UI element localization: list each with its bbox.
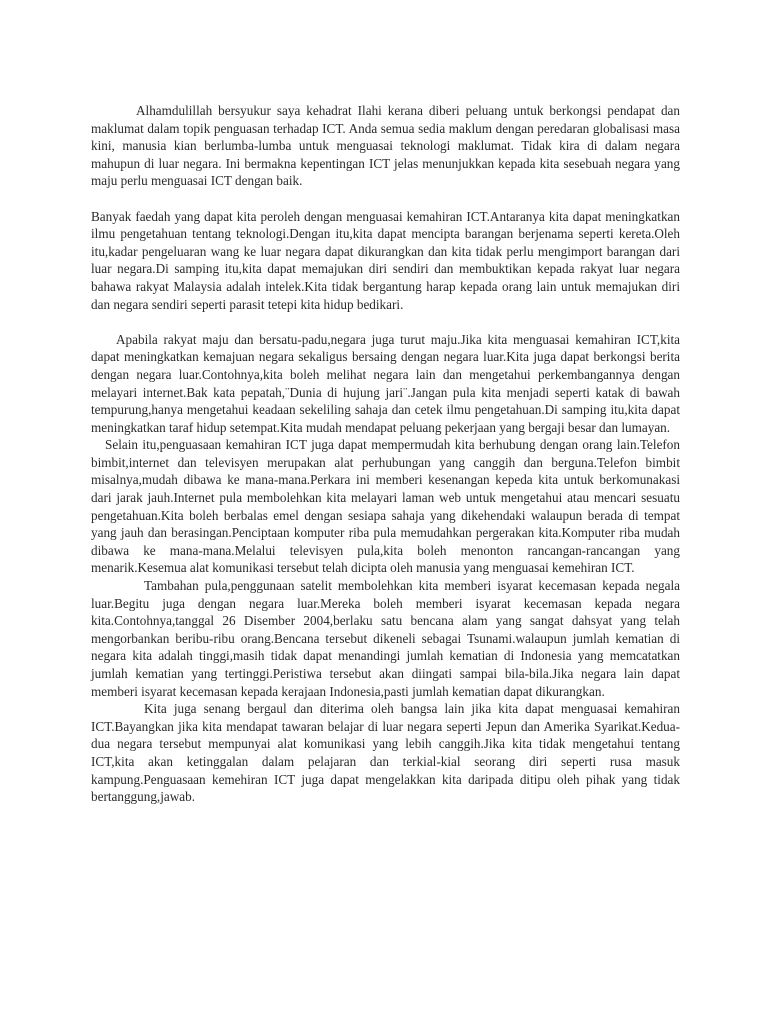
paragraph-intro: Alhamdulillah bersyukur saya kehadrat Ilahi kerana diberi peluang untuk berkongsi pendapat dan maklumat dalam topik penguasan terhadap ICT. Anda semua sedia maklum dengan peredaran globalisasi masa kini, manusia kian berlumba-lumba untuk menguasai teknologi maklumat. Tidak kira di dalam negara mahupun di luar negara. Ini bermakna kepentingan ICT jelas menunjukkan kepada kita sesebuah negara yang maju perlu menguasai ICT dengan baik. — [91, 103, 680, 189]
paragraph-spacer — [91, 190, 680, 208]
paragraph-benefits: Banyak faedah yang dapat kita peroleh dengan menguasai kemahiran ICT.Antaranya kita dapat meningkatkan ilmu pengetahuan tentang teknologi.Dengan itu,kita dapat mencipta barangan berjenama seperti kereta.Oleh itu,kadar pengeluaran wang ke luar negara dapat dikurangkan dan kita tidak perlu mengimport barangan dari luar negara.Di samping itu,kita dapat memajukan diri sendiri dan membuktikan kepada rakyat luar negara bahawa rakyat Malaysia adalah intelek.Kita tidak bergantung harap kepada orang lain untuk memajukan diri dan negara sendiri seperti parasit tetepi kita hidup bedikari. — [91, 208, 680, 312]
paragraph-satellite: Tambahan pula,penggunaan satelit membolehkan kita memberi isyarat kecemasan kepada negala luar.Begitu juga dengan negara luar.Mereka boleh memberi isyarat kecemasan kepada negara kita.Contohnya,tanggal 26 Disember 2004,berlaku satu bencana alam yang sangat dahsyat yang telah mengorbankan beribu-ribu orang.Bencana tersebut dikeneli sebagai Tsunami.walaupun jumlah kematian di negara kita adalah tinggi,masih tidak dapat menandingi jumlah kematian di Indonesia yang memcatatkan jumlah kematian yang tertinggi.Peristiwa tersebut akan diingati sampai bila-bila.Jika negara lain dapat memberi isyarat kecemasan kepada kerajaan Indonesia,pasti jumlah kematian dapat dikurangkan. — [91, 578, 680, 699]
paragraph-progress: Apabila rakyat maju dan bersatu-padu,negara juga turut maju.Jika kita menguasai kemahiran ICT,kita dapat meningkatkan kemajuan negara sekaligus bersaing dengan negara luar.Kita juga dapat berkongsi berita dengan negara luar.Contohnya,kita boleh melihat negara lain dan mengetahui perkembangannya dengan melayari internet.Bak kata pepatah,¨Dunia di hujung jari¨.Jangan pula kita menjadi seperti katak di bawah tempurung,hanya mengetahui keadaan sekeliling sahaja dan cetek ilmu pengetahuan.Di samping itu,kita dapat meningkatkan taraf hidup setempat.Kita mudah mendapat peluang pekerjaan yang bergaji besar dan lumayan. — [91, 331, 680, 435]
paragraph-spacer — [91, 313, 680, 331]
paragraph-communication: Selain itu,penguasaan kemahiran ICT juga dapat mempermudah kita berhubung dengan orang lain.Telefon bimbit,internet dan televisyen merupakan alat perhubungan yang canggih dan berguna.Telefon bimbit misalnya,mudah dibawa ke mana-mana.Perkara ini memberi kesenangan kepeda kita untuk berkomunakasi dari jarak jauh.Internet pula membolehkan kita melayari laman web untuk mengetahui atau mencari sesuatu pengetahuan.Kita boleh berbalas emel dengan sesiapa sahaja yang dikehendaki walaupun berada di tempat yang jauh dan berasingan.Penciptaan komputer riba pula memudahkan pergerakan kita.Komputer riba mudah dibawa ke mana-mana.Melalui televisyen pula,kita boleh menonton rancangan-rancangan yang menarik.Kesemua alat komunikasi tersebut telah dicipta oleh manusia yang menguasai kemehiran ICT. — [91, 437, 680, 576]
document-body — [91, 102, 680, 806]
paragraph-social: Kita juga senang bergaul dan diterima oleh bangsa lain jika kita dapat menguasai kemahiran ICT.Bayangkan jika kita mendapat tawaran belajar di luar negara seperti Jepun dan Amerika Syarikat.Kedua-dua negara tersebut mempunyai alat komunikasi yang lebih canggih.Jika kita tidak mengetahui tentang ICT,kita akan ketinggalan dalam pelajaran dan terkial-kial seorang diri seperti rusa masuk kampung.Penguasaan kemehiran ICT juga dapat mengelakkan kita daripada ditipu oleh pihak yang tidak bertanggung,jawab. — [91, 701, 680, 805]
